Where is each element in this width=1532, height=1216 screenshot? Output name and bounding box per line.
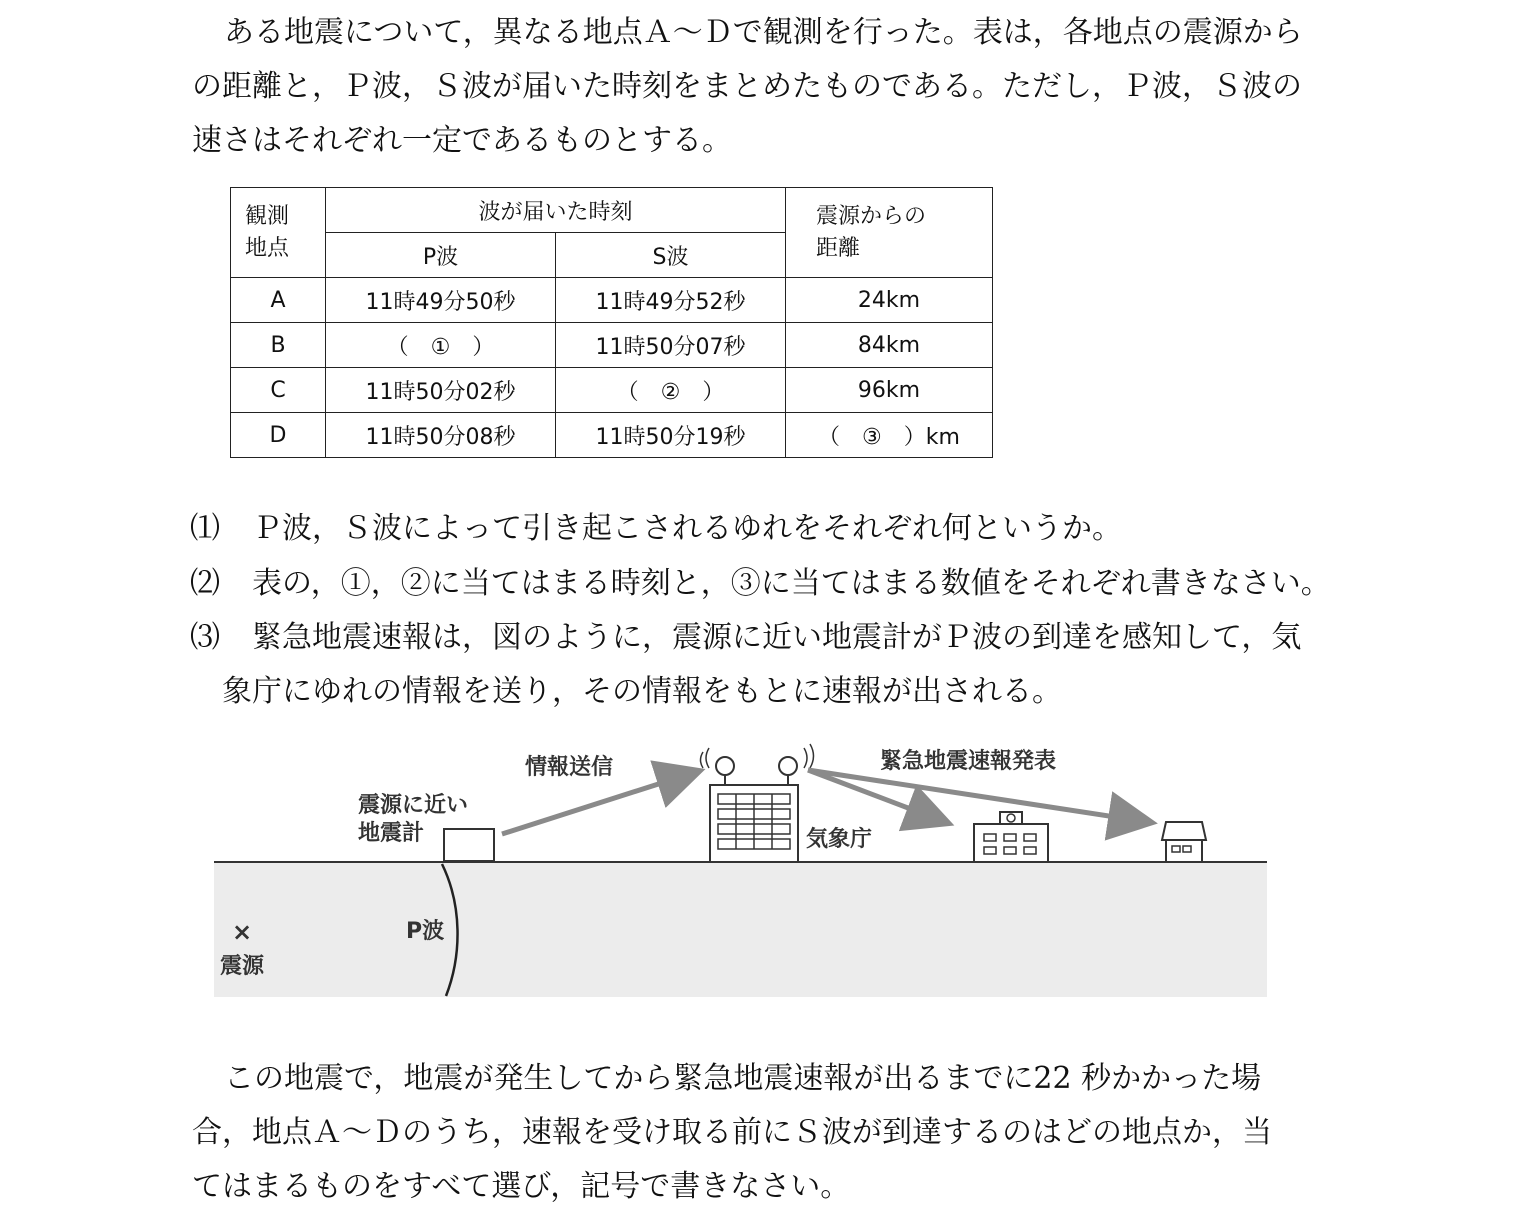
intro-line-3: 速さはそれぞれ一定であるものとする。 — [192, 123, 732, 158]
cell-distance: 96km — [786, 368, 993, 413]
cell-p-time: 11時49分50秒 — [326, 278, 556, 323]
cell-s-time: 11時50分19秒 — [556, 413, 786, 458]
question-1-number: ⑴ — [190, 511, 220, 546]
cell-distance: （ ③ ）km — [786, 413, 993, 458]
cell-p-time: 11時50分02秒 — [326, 368, 556, 413]
intro-line-2: の距離と，Ｐ波，Ｓ波が届いた時刻をまとめたものである。ただし，Ｐ波，Ｓ波の — [192, 69, 1302, 104]
ground-area — [214, 862, 1267, 997]
p-wave-label: P波 — [406, 919, 445, 944]
warning-label: 緊急地震速報発表 — [880, 749, 1057, 774]
intro-line-1: ある地震について，異なる地点Ａ～Ｄで観測を行った。表は，各地点の震源から — [224, 15, 1303, 50]
school-icon — [974, 812, 1048, 862]
send-label: 情報送信 — [525, 755, 614, 780]
warning-arrow-house — [808, 770, 1148, 822]
seismometer-box — [444, 829, 494, 861]
send-arrow — [502, 772, 696, 834]
question-3-text-1: 緊急地震速報は，図のように，震源に近い地震計がＰ波の到達を感知して，気 — [252, 620, 1302, 655]
header-station-text: 観測 地点 — [245, 203, 290, 261]
question-3-text-2: 象庁にゆれの情報を送り，その情報をもとに速報が出される。 — [222, 674, 1062, 709]
cell-station: A — [231, 278, 326, 323]
closing-line-2: 合，地点Ａ～Ｄのうち，速報を受け取る前にＳ波が到達するのはどの地点か，当 — [192, 1115, 1272, 1150]
header-p-wave: P波 — [326, 233, 556, 278]
seismometer-label-2: 地震計 — [358, 821, 425, 846]
question-2 — [190, 557, 1331, 611]
house-icon — [1162, 822, 1206, 862]
question-2-number: ⑵ — [190, 566, 220, 601]
header-distance-text: 震源からの 距離 — [816, 203, 927, 261]
cell-station: D — [231, 413, 326, 458]
question-3-continued — [222, 665, 1062, 719]
cell-s-time: 11時49分52秒 — [556, 278, 786, 323]
cell-station: C — [231, 368, 326, 413]
warning-arrow-school — [808, 770, 945, 822]
question-2-text: 表の，①，②に当てはまる時刻と，③に当てはまる数値をそれぞれ書きなさい。 — [252, 566, 1331, 601]
cell-p-time: （ ① ） — [326, 323, 556, 368]
cell-s-time: 11時50分07秒 — [556, 323, 786, 368]
table-row — [231, 278, 993, 323]
header-station — [231, 188, 326, 278]
header-arrival: 波が届いた時刻 — [326, 188, 786, 233]
cell-distance: 24km — [786, 278, 993, 323]
epicenter-label: 震源 — [220, 954, 265, 979]
cell-s-time: （ ② ） — [556, 368, 786, 413]
closing-paragraph — [192, 1052, 1342, 1214]
eew-diagram — [200, 730, 1280, 1010]
cell-distance: 84km — [786, 323, 993, 368]
table-row — [231, 323, 993, 368]
observation-table — [230, 187, 993, 458]
question-3 — [190, 611, 1301, 665]
epicenter-mark: × — [232, 918, 253, 946]
intro-paragraph — [192, 6, 1342, 168]
header-distance — [786, 188, 993, 278]
cell-p-time: 11時50分08秒 — [326, 413, 556, 458]
jma-label: 気象庁 — [806, 827, 873, 852]
cell-station: B — [231, 323, 326, 368]
jma-building-icon — [701, 744, 814, 862]
question-1-text: Ｐ波，Ｓ波によって引き起こされるゆれをそれぞれ何というか。 — [252, 511, 1122, 546]
table-row — [231, 368, 993, 413]
closing-line-1: この地震で，地震が発生してから緊急地震速報が出るまでに22 秒かかった場 — [224, 1061, 1262, 1096]
question-1 — [190, 502, 1122, 556]
seismometer-label-1: 震源に近い — [358, 793, 469, 818]
header-s-wave: S波 — [556, 233, 786, 278]
question-3-number: ⑶ — [190, 620, 220, 655]
closing-line-3: てはまるものをすべて選び，記号で書きなさい。 — [192, 1169, 851, 1204]
table-row — [231, 413, 993, 458]
